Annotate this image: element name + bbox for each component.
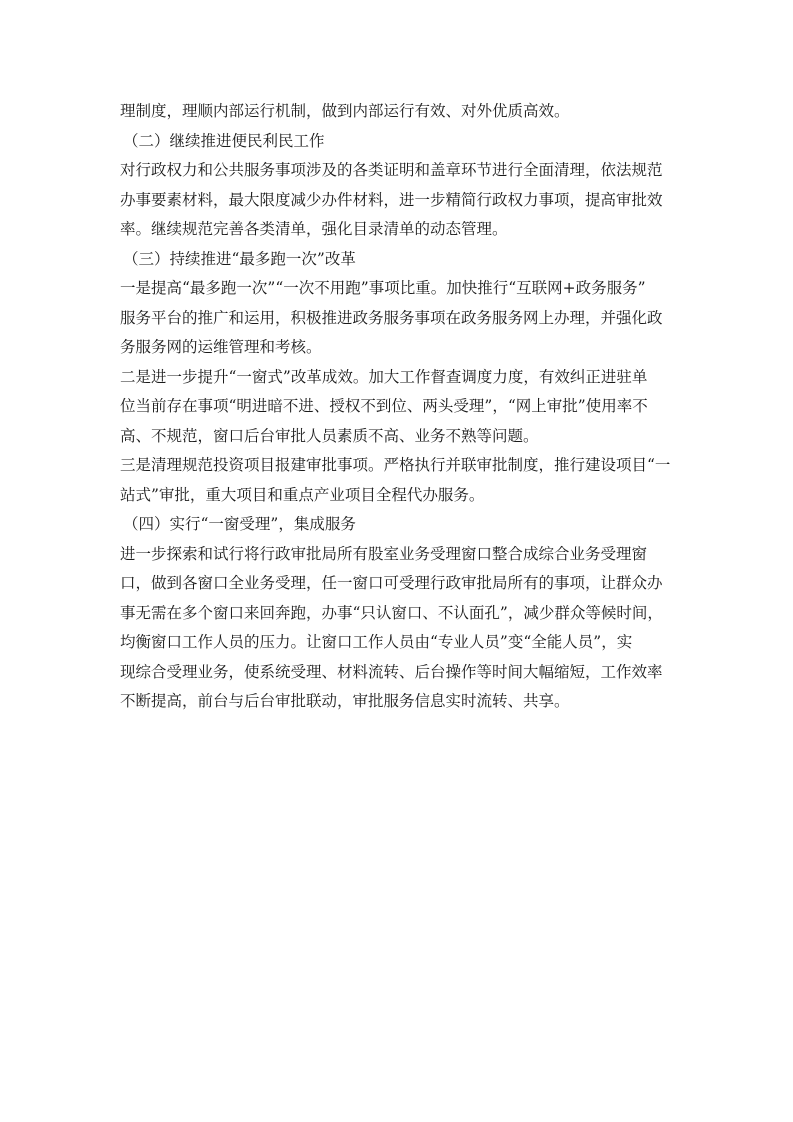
paragraph-line: 率。继续规范完善各类清单，强化目录清单的动态管理。 xyxy=(120,220,508,238)
paragraph-line: 二是进一步提升“一窗式”改革成效。加大工作督查调度力度，有效纠正进驻单 xyxy=(120,367,648,386)
paragraph-line: 现综合受理业务，使系统受理、材料流转、后台操作等时间大幅缩短，工作效率 xyxy=(120,662,663,681)
paragraph-line: 位当前存在事项“明进暗不进、授权不到位、两头受理”，“网上审批”使用率不 xyxy=(120,397,648,415)
paragraph-line: 站式”审批，重大项目和重点产业项目全程代办服务。 xyxy=(120,485,485,504)
paragraph-line: 服务平台的推广和运用，积极推进政务服务事项在政务服务网上办理，并强化政 xyxy=(120,308,663,327)
paragraph-line: 口，做到各窗口全业务受理，任一窗口可受理行政审批局所有的事项，让群众办 xyxy=(120,574,663,592)
paragraph-line: 高、不规范，窗口后台审批人员素质不高、业务不熟等问题。 xyxy=(120,426,539,445)
section-heading: （二）继续推进便民利民工作 xyxy=(123,131,325,150)
paragraph-line: 不断提高，前台与后台审批联动，审批服务信息实时流转、共享。 xyxy=(120,692,570,710)
section-heading: （三）持续推进“最多跑一次”改革 xyxy=(123,249,356,268)
paragraph-line: 均衡窗口工作人员的压力。让窗口工作人员由“专业人员”变“全能人员”，实 xyxy=(120,633,633,651)
paragraph-line: 事无需在多个窗口来回奔跑，办事“只认窗口、不认面孔”，减少群众等候时间， xyxy=(120,603,663,622)
paragraph-line: 一是提高“最多跑一次”“一次不用跑”事项比重。加快推行“互联网+政务服务” xyxy=(120,279,646,297)
paragraph-line: 对行政权力和公共服务事项涉及的各类证明和盖章环节进行全面清理，依法规范 xyxy=(120,161,663,179)
paragraph-line: 三是清理规范投资项目报建审批事项。严格执行并联审批制度，推行建设项目“一 xyxy=(120,456,671,474)
paragraph-line: 进一步探索和试行将行政审批局所有股室业务受理窗口整合成综合业务受理窗 xyxy=(120,544,648,563)
section-heading: （四）实行“一窗受理”，集成服务 xyxy=(123,515,356,533)
paragraph-line: 理制度，理顺内部运行机制，做到内部运行有效、对外优质高效。 xyxy=(120,102,570,120)
paragraph-line: 务服务网的运维管理和考核。 xyxy=(120,338,322,356)
document-body xyxy=(120,97,685,717)
paragraph-line: 办事要素材料，最大限度减少办件材料，进一步精简行政权力事项，提高审批效 xyxy=(120,190,663,209)
